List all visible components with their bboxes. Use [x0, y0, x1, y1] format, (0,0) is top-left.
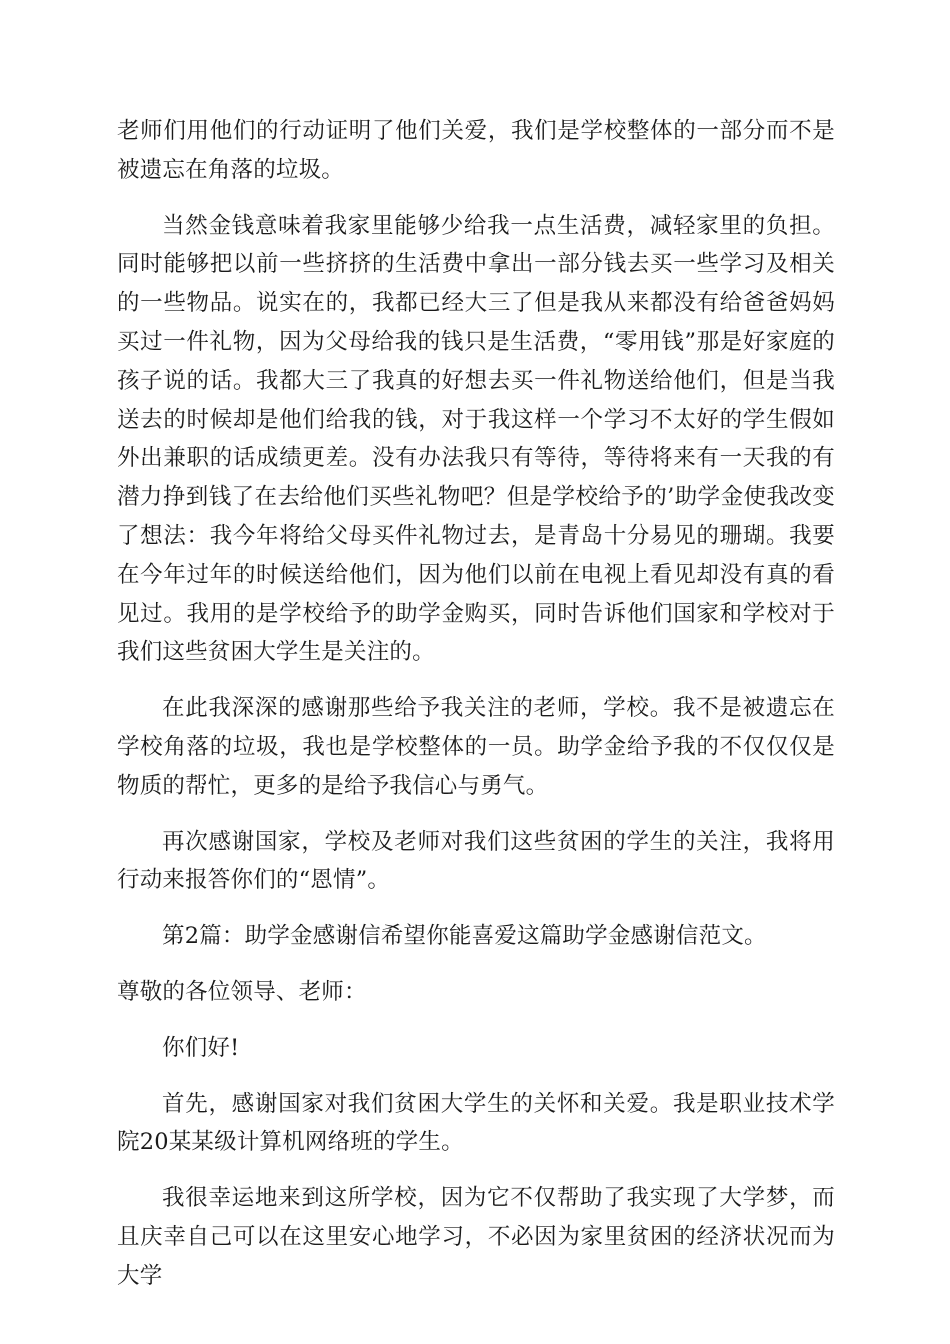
paragraph-4: 再次感谢国家，学校及老师对我们这些贫困的学生的关注，我将用行动来报答你们的“恩情”。	[117, 828, 835, 894]
paragraph-3: 在此我深深的感谢那些给予我关注的老师，学校。我不是被遗忘在学校角落的垃圾，我也是学校整体的一员。助学金给予我的不仅仅仅是物质的帮忙，更多的是给予我信心与勇气。	[117, 695, 835, 799]
paragraph-2: 当然金钱意味着我家里能够少给我一点生活费，减轻家里的负担。同时能够把以前一些挤挤的生活费中拿出一部分钱去买一些学习及相关的一些物品。说实在的，我都已经大三了但是我从来都没有给爸爸妈妈买过一件礼物，因为父母给我的钱只是生活费，“零用钱”那是好家庭的孩子说的话。我都大三了我真的好想去买一件礼物送给他们，但是当我送去的时候却是他们给我的钱，对于我这样一个学习不太好的学生假如外出兼职的话成绩更差。没有办法我只有等待，等待将来有一天我的有潜力挣到钱了在去给他们买些礼物吧？但是学校给予的’助学金使我改变了想法：我今年将给父母买件礼物过去，是青岛十分易见的珊瑚。我要在今年过年的时候送给他们，因为他们以前在电视上看见却没有真的看见过。我用的是学校给予的助学金购买，同时告诉他们国家和学校对于我们这些贫困大学生是关注的。	[117, 212, 835, 666]
section-heading-letter-2: 第2篇：助学金感谢信希望你能喜爱这篇助学金感谢信范文。	[162, 923, 767, 950]
document-page	[117, 112, 835, 1313]
paragraph-1: 老师们用他们的行动证明了他们关爱，我们是学校整体的一部分而不是被遗忘在角落的垃圾。	[117, 118, 835, 183]
paragraph-8: 首先，感谢国家对我们贫困大学生的关怀和关爱。我是职业技术学院20某某级计算机网络班的学生。	[117, 1090, 835, 1156]
paragraph-9: 我很幸运地来到这所学校，因为它不仅帮助了我实现了大学梦，而且庆幸自己可以在这里安心地学习，不必因为家里贫困的经济状况而为大学	[117, 1185, 835, 1289]
salutation: 尊敬的各位领导、老师：	[117, 978, 367, 1005]
greeting: 你们好!	[162, 1034, 240, 1061]
